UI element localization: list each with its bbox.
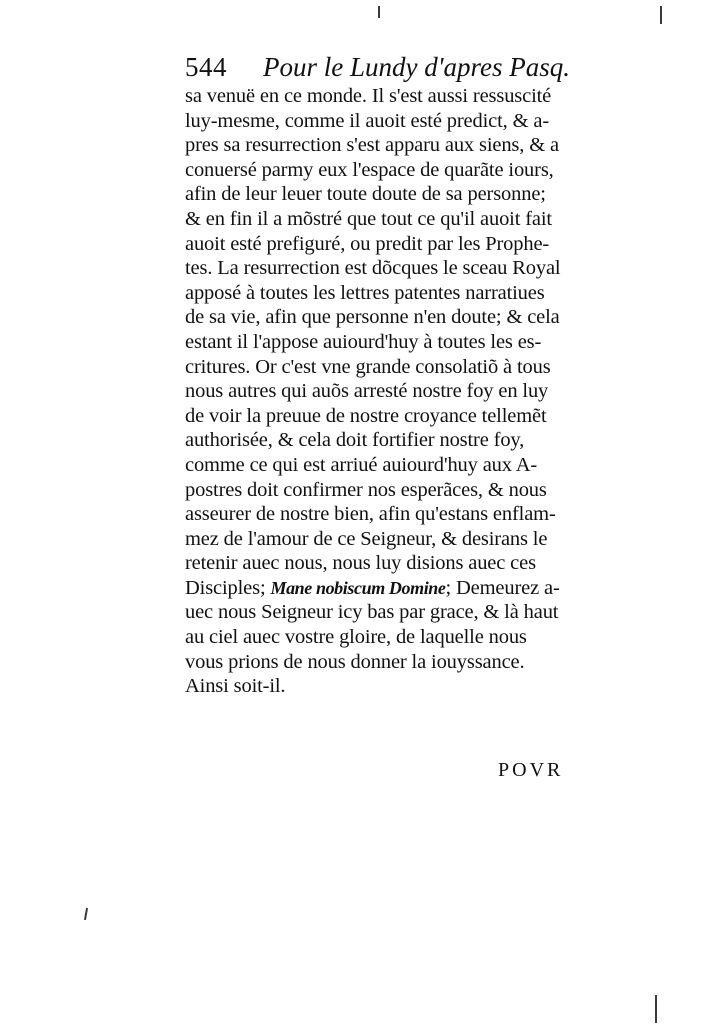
text-line: conuersé parmy eux l'espace de quarãte iours, <box>185 158 554 181</box>
text-line: & en fin il a mõstré que tout ce qu'il auoit fait <box>185 207 552 230</box>
text-line: mez de l'amour de ce Seigneur, & desirans le <box>185 527 548 550</box>
text-line: auoit esté prefiguré, ou predit par les Prophe- <box>185 232 550 255</box>
text-line: comme ce qui est arriué auiourd'huy aux A- <box>185 453 538 476</box>
body-text <box>185 84 595 699</box>
text-line: de voir la preuue de nostre croyance tellemẽt <box>185 404 547 427</box>
closing-line: Ainsi soit-il. <box>185 675 286 698</box>
text-line: sa venuë en ce monde. Il s'est aussi ressuscité <box>185 85 552 107</box>
latin-quote: Mane nobiscum Domine <box>270 577 446 598</box>
text-line: au ciel auec vostre gloire, de laquelle nous <box>185 626 527 649</box>
line-end: ; Demeurez a- <box>445 576 560 599</box>
text-line: apposé à toutes les lettres patentes narratiues <box>185 281 545 304</box>
catchword: POVR <box>498 759 564 781</box>
line-start: Disciples; <box>185 576 271 599</box>
text-line: luy-mesme, comme il auoit esté predict, & a- <box>185 109 549 132</box>
text-line: afin de leur leuer toute doute de sa personne; <box>185 183 546 206</box>
text-line: authorisée, & cela doit fortifier nostre foy, <box>185 429 525 452</box>
text-line: estant il l'appose auiourd'huy à toutes les es- <box>185 330 542 353</box>
text-line: asseurer de nostre bien, afin qu'estans enflam- <box>185 503 556 526</box>
print-mark <box>655 995 657 1023</box>
text-line: postres doit confirmer nos esperãces, & nous <box>185 478 547 501</box>
text-line: pres sa resurrection s'est apparu aux siens, & a <box>185 134 559 157</box>
text-line: nous autres qui auõs arresté nostre foy en luy <box>185 380 549 403</box>
text-line: retenir auec nous, nous luy disions auec ces <box>185 552 536 575</box>
text-line: uec nous Seigneur icy bas par grace, & là haut <box>185 601 559 624</box>
page-header <box>185 50 575 84</box>
text-line: critures. Or c'est vne grande consolatiõ à tous <box>185 355 551 378</box>
print-mark <box>84 908 88 920</box>
text-line: de sa vie, afin que personne n'en doute; & cela <box>185 306 560 329</box>
text-line: tes. La resurrection est dõcques le sceau Royal <box>185 257 561 280</box>
print-mark <box>378 6 380 18</box>
running-head: Pour le Lundy d'apres Pasq. <box>263 52 571 82</box>
text-line: vous prions de nous donner la iouyssance. <box>185 650 525 673</box>
page-number: 544 <box>185 52 227 82</box>
text-line-latin-quote <box>185 576 595 601</box>
print-mark <box>660 6 662 24</box>
